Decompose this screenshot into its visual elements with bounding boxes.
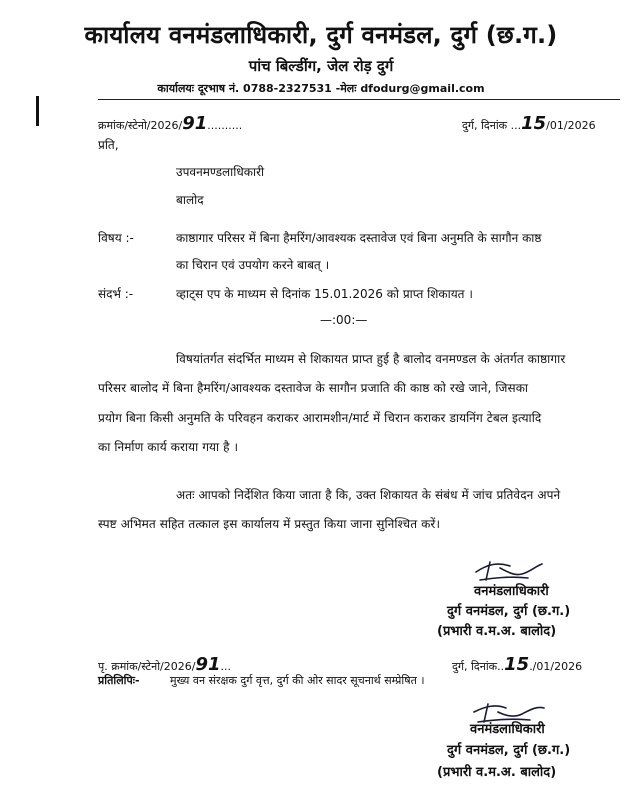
addressee-place: बालोद: [176, 193, 204, 207]
signature2-designation: वनमंडलाधिकारी: [470, 722, 545, 737]
copy-ref-number-label: पृ. क्रमांक/स्टेनो/2026/: [98, 660, 196, 673]
ref-number-tail: ..........: [207, 119, 243, 132]
addressee-designation: उपवनमण्डलाधिकारी: [176, 165, 265, 179]
copy-ref-date-label: दुर्ग, दिनांक..: [452, 660, 505, 673]
ref-date: [462, 113, 596, 134]
ref-number-label: क्रमांक/स्टेनो/2026/: [98, 119, 183, 132]
copy-label: प्रतिलिपिः-: [98, 674, 140, 687]
office-contact: [0, 81, 642, 96]
contact-phone: कार्यालयः दूरभाष नं. 0788-2327531 -मेलः: [157, 82, 361, 95]
copy-ref-number: [98, 654, 231, 675]
margin-mark: [36, 96, 39, 126]
copy-ref-date: [452, 654, 582, 675]
subject-line-2: का चिरान एवं उपयोग करने बाबत् ।: [176, 258, 330, 272]
signature1-charge: (प्रभारी व.म.अ. बालोद): [437, 624, 557, 639]
ref-date-handwritten: 15: [521, 113, 547, 134]
office-address: पांच बिल्डींग, जेल रोड़ दुर्ग: [248, 57, 394, 75]
ref-number-handwritten: 91: [182, 113, 208, 134]
copy-text: मुख्य वन संरक्षक दुर्ग वृत्त, दुर्ग की ओर सादर सूचनार्थ सम्प्रेषित ।: [170, 674, 425, 687]
copy-ref-date-handwritten: 15: [504, 654, 530, 675]
body-p1-line-2: परिसर बालोद में बिना हैमरिंग/आवश्यक दस्तावेज के सागौन प्रजाति की काष्ठ को रखे जाने, जिसका: [98, 381, 529, 395]
body-p2-line-2: स्पष्ट अभिमत सहित तत्काल इस कार्यालय में प्रस्तुत किया जाना सुनिश्चित करें।: [98, 517, 441, 531]
body-p1-line-4: का निर्माण कार्य कराया गया है ।: [98, 440, 239, 454]
copy-ref-date-tail: ./01/2026: [529, 660, 583, 673]
copy-ref-number-handwritten: 91: [195, 654, 221, 675]
ref-date-tail: /01/2026: [546, 119, 596, 132]
body-p1-line-1: विषयांतर्गत संदर्भित माध्यम से शिकायत प्राप्त हुई है बालोद वनमण्डल के अंतर्गत काष्ठागार: [176, 352, 566, 366]
reference-label: संदर्भ :-: [98, 287, 134, 301]
signature2-charge: (प्रभारी व.म.अ. बालोद): [437, 765, 557, 780]
ref-date-label: दुर्ग, दिनांक ...: [462, 119, 522, 132]
header-divider: [98, 99, 620, 100]
subject-line-1: काष्ठागार परिसर में बिना हैमरिंग/आवश्यक दस्तावेज एवं बिना अनुमति के सागौन काष्ठ: [176, 231, 542, 245]
signature1-office: दुर्ग वनमंडल, दुर्ग (छ.ग.): [447, 604, 571, 619]
signature2-office: दुर्ग वनमंडल, दुर्ग (छ.ग.): [447, 743, 571, 758]
reference-text: व्हाट्स एप के माध्यम से दिनांक 15.01.2026 को प्राप्त शिकायत ।: [176, 287, 473, 301]
subject-label: विषय :-: [98, 231, 134, 245]
office-title: कार्यालय वनमंडलाधिकारी, दुर्ग वनमंडल, दुर्ग (छ.ग.): [84, 21, 558, 49]
ref-number: [98, 113, 242, 134]
body-p1-line-3: प्रयोग बिना किसी अनुमति के परिवहन कराकर आरामशीन/मार्ट में चिरान कराकर डायनिंग टेबल इत्यादि: [98, 411, 542, 425]
body-p2-line-1: अतः आपको निर्देशित किया जाता है कि, उक्त शिकायत के संबंध में जांच प्रतिवेदन अपने: [176, 488, 561, 502]
signature1-designation: वनमंडलाधिकारी: [474, 584, 549, 599]
copy-ref-number-tail: ...: [220, 660, 232, 673]
contact-email: dfodurg@gmail.com: [360, 82, 485, 95]
separator: —:00:—: [320, 313, 368, 327]
addressee-prefix: प्रति,: [98, 138, 119, 152]
